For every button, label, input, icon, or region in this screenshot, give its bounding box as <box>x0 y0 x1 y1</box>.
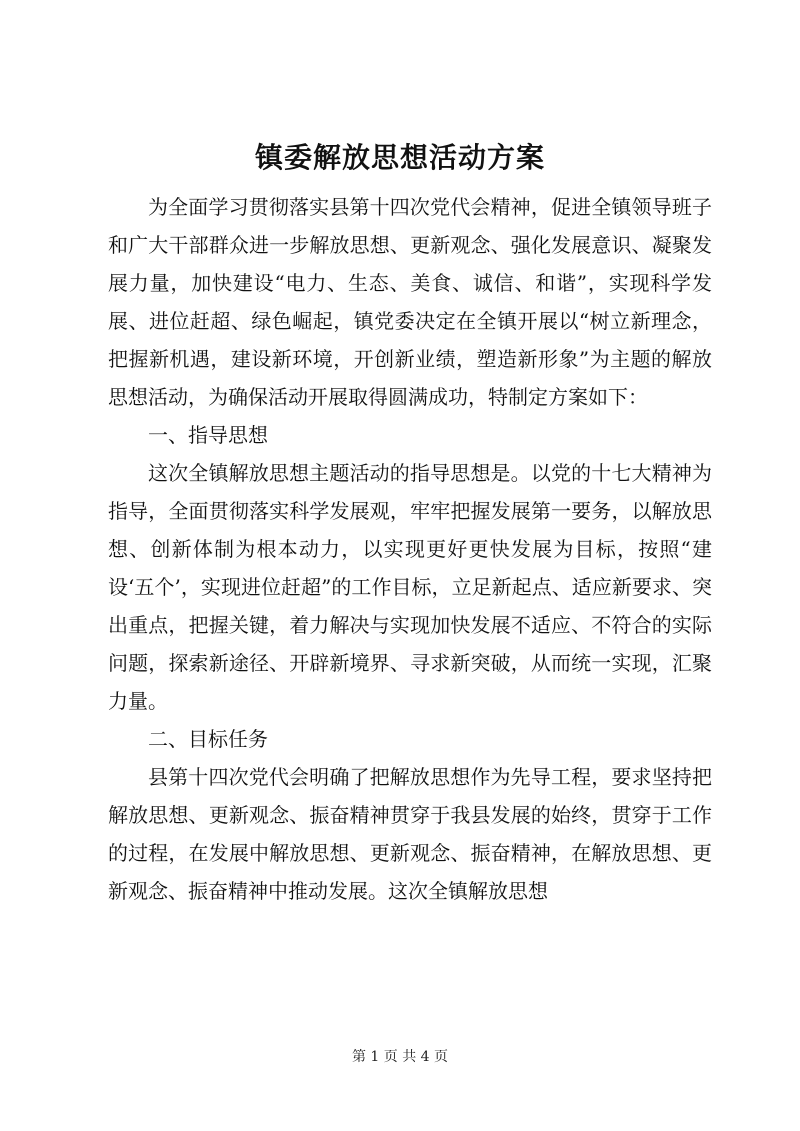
section-heading-goals-tasks: 二、目标任务 <box>148 727 268 751</box>
goals-tasks-paragraph: 县第十四次党代会明确了把解放思想作为先导工程，要求坚持把解放思想、更新观念、振奋精神贯穿于我县发展的始终，贯穿于工作的过程，在发展中解放思想、更新观念、振奋精神，在解放思想、更新观念、振奋精神中推动发展。这次全镇解放思想 <box>108 765 712 903</box>
page-footer: 第 1 页 共 4 页 <box>351 1049 449 1065</box>
section-heading-guiding-thought: 一、指导思想 <box>148 423 268 447</box>
guiding-thought-paragraph: 这次全镇解放思想主题活动的指导思想是。以党的十七大精神为指导，全面贯彻落实科学发展观，牢牢把握发展第一要务，以解放思想、创新体制为根本动力，以实现更好更快发展为目标，按照“建设‘五个’，实现进位赶超”的工作目标，立足新起点、适应新要求、突出重点，把握关键，着力解决与实现加快发展不适应、不符合的实际问题，探索新途径、开辟新境界、寻求新突破，从而统一实现，汇聚力量。 <box>108 461 712 713</box>
document-title: 镇委解放思想活动方案 <box>254 141 545 174</box>
intro-paragraph: 为全面学习贯彻落实县第十四次党代会精神，促进全镇领导班子和广大干部群众进一步解放思想、更新观念、强化发展意识、凝聚发展力量，加快建设“电力、生态、美食、诚信、和谐”，实现科学发展、进位赶超、绿色崛起，镇党委决定在全镇开展以“树立新理念，把握新机遇，建设新环境，开创新业绩，塑造新形象”为主题的解放思想活动，为确保活动开展取得圆满成功，特制定方案如下： <box>108 195 712 409</box>
document-body <box>108 188 712 910</box>
